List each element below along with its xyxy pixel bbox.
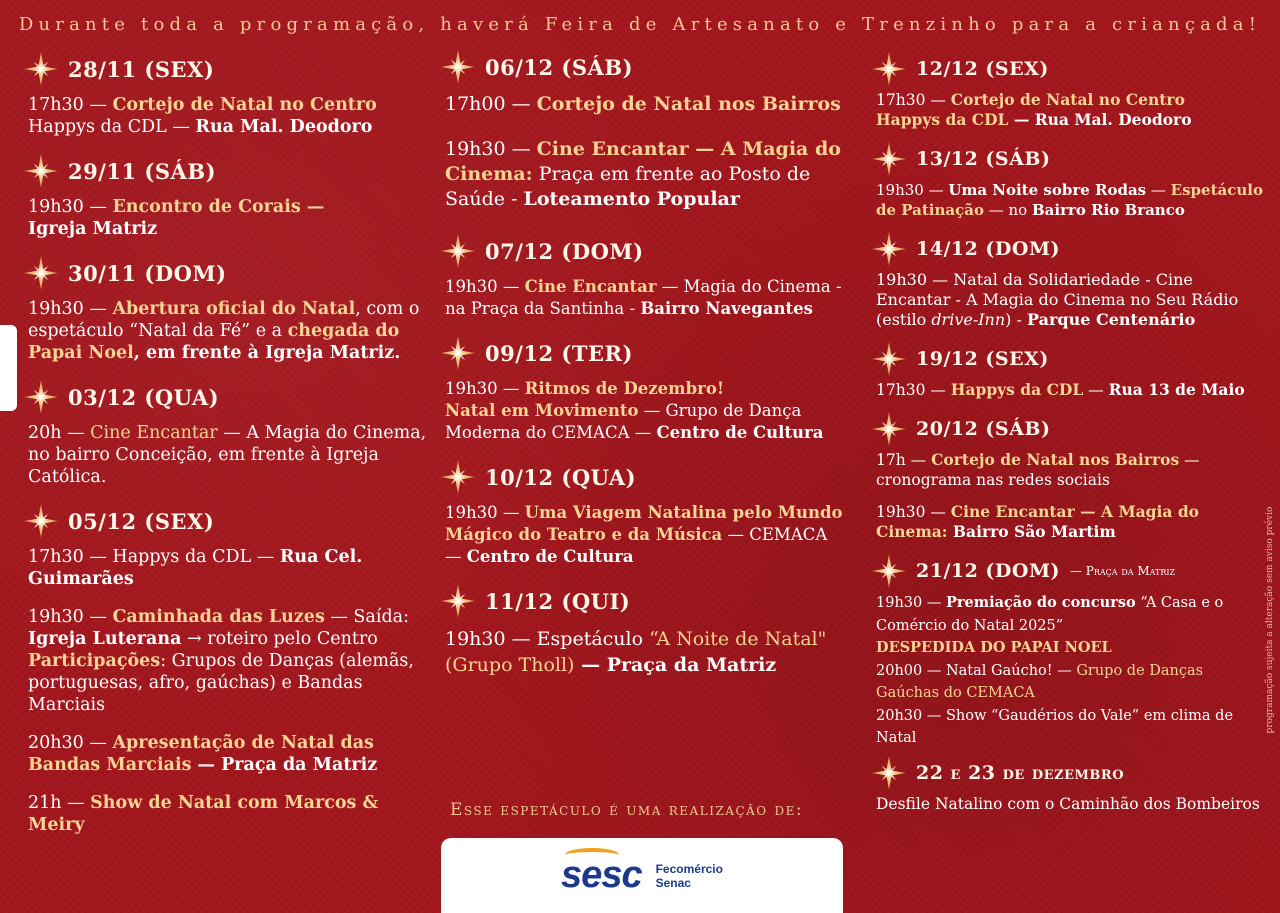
star-icon — [24, 256, 58, 290]
event-time: 17h — — [876, 451, 932, 469]
sesc-logo: sesc — [561, 854, 642, 896]
date-label: 06/12 (SÁB) — [485, 54, 634, 80]
event-text — [876, 450, 1267, 490]
star-icon — [441, 50, 475, 84]
event-time: 19h30 — — [28, 607, 113, 627]
event-text — [445, 626, 843, 678]
event-highlight: Grupo de Danças Gaúchas do CEMACA — [876, 662, 1204, 701]
event-title: Caminhada das Luzes — [112, 607, 325, 627]
event-text — [28, 732, 429, 776]
event-text — [28, 196, 429, 240]
date-label: 11/12 (QUI) — [485, 588, 631, 614]
event-location: Centro de Cultura — [466, 547, 634, 566]
event-title: Cine Encantar — A Magia do Cinema: — [876, 502, 1200, 541]
star-icon — [24, 380, 58, 414]
side-note-text: programação sujeita a alteração sem aviso prévio — [1265, 506, 1275, 734]
event-text — [28, 546, 429, 590]
event-location: Bairro Rio Branco — [1031, 201, 1185, 219]
event-time: 19h30 — — [876, 595, 946, 611]
event-text — [876, 180, 1267, 220]
event-title: Cine Encantar — [524, 277, 657, 296]
date-label: 05/12 (SEX) — [68, 508, 215, 534]
event-detail: “A Casa e o Comércio do Natal 2025” — [876, 595, 1224, 634]
date-label: 21/12 (DOM) — [916, 560, 1060, 582]
realization-label: Esse espetáculo é uma realização de: — [450, 800, 804, 820]
side-tab — [0, 325, 17, 411]
date-label: 10/12 (QUA) — [485, 464, 637, 490]
event-highlight: Participações — [28, 651, 161, 671]
star-icon — [441, 584, 475, 618]
event-location: Loteamento Popular — [523, 188, 740, 210]
event-text — [445, 378, 843, 444]
day-header — [24, 504, 429, 538]
day-header — [872, 52, 1267, 86]
event-detail: — Grupo de Dança Moderna do CEMACA — — [445, 401, 802, 442]
event-time: 19h30 — — [445, 503, 525, 522]
event-time: 17h30 — — [28, 95, 113, 115]
star-icon — [872, 756, 906, 790]
event-time: 17h30 — — [876, 381, 951, 399]
date-label: 29/11 (SÁB) — [68, 158, 217, 184]
event-location: Bairro Navegantes — [640, 299, 813, 318]
event-location: , em frente à Igreja Matriz. — [133, 343, 401, 363]
event-title: Abertura oficial do Natal — [112, 299, 356, 319]
event-text — [445, 502, 843, 568]
event-text — [28, 298, 429, 364]
event-detail: Desfile Natalino com o Caminhão dos Bombeiros — [876, 794, 1260, 813]
star-icon — [872, 412, 906, 446]
banner-text: Durante toda a programação, haverá Feira de Artesanato e Trenzinho para a criançada! — [18, 14, 1262, 35]
event-title: Cortejo de Natal no Centro — [950, 90, 1185, 109]
day-header — [872, 756, 1267, 790]
date-label: 30/11 (DOM) — [68, 260, 227, 286]
event-detail: — cronograma nas redes sociais — [876, 451, 1200, 489]
column-2 — [441, 50, 843, 694]
event-text — [28, 94, 429, 138]
star-icon — [441, 234, 475, 268]
date-label: 07/12 (DOM) — [485, 238, 644, 264]
event-title: Encontro de Corais — — [112, 197, 325, 217]
event-location: Rua Mal. Deodoro — [195, 117, 373, 137]
event-highlight: chegada do Papai Noel — [28, 321, 400, 363]
event-title: Cortejo de Natal nos Bairros — [931, 450, 1180, 469]
event-location: — Praça da Matriz — [191, 755, 378, 775]
date-label: 03/12 (QUA) — [68, 384, 220, 410]
date-label: 20/12 (SÁB) — [916, 418, 1051, 440]
event-title: Cortejo de Natal no Centro — [112, 95, 377, 115]
event-detail: Praça em frente ao Posto de Saúde - — [445, 163, 811, 210]
date-label: 12/12 (SEX) — [916, 58, 1049, 80]
event-title: Cine Encantar — A Magia do Cinema: — [445, 138, 841, 185]
event-location: Parque Centenário — [1027, 310, 1196, 329]
day-header — [24, 256, 429, 290]
event-detail: - Cine Encantar - A Magia do Cinema no Seu Rádio (estilo — [876, 270, 1239, 329]
column-3 — [872, 52, 1267, 826]
date-label: 28/11 (SEX) — [68, 56, 215, 82]
day-header — [441, 584, 843, 618]
event-text — [876, 794, 1267, 814]
star-icon — [872, 142, 906, 176]
event-location: Bairro São Martim — [947, 522, 1116, 541]
day-header — [872, 412, 1267, 446]
day-header — [872, 142, 1267, 176]
event-text — [28, 422, 429, 488]
event-title: Show de Natal com Marcos & Meiry — [28, 793, 379, 835]
date-sublabel: — Praça da Matriz — [1069, 564, 1176, 578]
event-time: 17h30 — — [876, 91, 951, 109]
star-icon — [441, 336, 475, 370]
day-header — [872, 342, 1267, 376]
event-location: Igreja Matriz — [28, 219, 158, 239]
date-label: 14/12 (DOM) — [916, 238, 1060, 260]
day-header — [872, 554, 1267, 588]
partner-line-2: Senac — [655, 875, 691, 890]
event-time: 19h30 — — [876, 270, 954, 289]
date-label: 09/12 (TER) — [485, 340, 633, 366]
event-time: 19h30 — — [445, 138, 537, 160]
event-text — [445, 276, 843, 320]
event-highlight: Happys da CDL — [876, 110, 1009, 129]
event-detail: , com o espetáculo “Natal da Fé” e a — [28, 299, 420, 341]
event-title: Natal da Solidariedade — [953, 270, 1141, 289]
event-detail: — CEMACA — — [445, 525, 828, 566]
star-icon — [24, 504, 58, 538]
event-location: Rua Cel. Guimarães — [28, 547, 363, 589]
event-text — [445, 92, 843, 117]
star-icon — [872, 52, 906, 86]
event-detail: — Magia do Cinema - na Praça da Santinha - — [445, 277, 842, 318]
event-detail: Happys da CDL — — [28, 117, 196, 137]
event-title: Happys da CDL — [950, 380, 1084, 399]
event-detail-italic: drive-Inn — [931, 310, 1006, 329]
event-location: Igreja Luterana — [28, 629, 182, 649]
event-highlight: DESPEDIDA DO PAPAI NOEL — [876, 639, 1112, 656]
event-detail: — Saída: — [324, 607, 409, 627]
day-header — [441, 50, 843, 84]
date-label: 22 e 23 de dezembro — [916, 761, 1125, 784]
event-text — [876, 90, 1267, 130]
day-header — [24, 154, 429, 188]
event-detail: — A Magia do Cinema, no bairro Conceição, em frente à Igreja Católica. — [28, 423, 427, 487]
date-label: 13/12 (SÁB) — [916, 148, 1051, 170]
event-time: 19h30 — — [28, 197, 113, 217]
event-time: 20h30 — — [28, 733, 113, 753]
event-time: 19h30 — — [28, 299, 113, 319]
event-detail: ) - — [1005, 310, 1027, 329]
star-icon — [441, 460, 475, 494]
star-icon — [872, 342, 906, 376]
event-detail: — — [1083, 381, 1109, 399]
event-highlight: Espetáculo de Patinação — [876, 181, 1263, 219]
event-text — [28, 606, 429, 716]
event-time: 19h30 — — [876, 181, 949, 199]
star-icon — [24, 52, 58, 86]
event-time: 17h30 — Happys da CDL — — [28, 547, 280, 567]
event-time: 19h30 — — [876, 503, 951, 521]
event-detail: 20h30 — Show “Gaudérios do Vale” em clima de Natal — [876, 707, 1234, 746]
event-highlight: Natal em Movimento — [445, 401, 639, 420]
day-header — [441, 234, 843, 268]
event-text — [876, 270, 1267, 330]
event-detail: 20h00 — Natal Gaúcho! — — [876, 662, 1077, 679]
event-title: Uma Noite sobre Rodas — [948, 181, 1147, 199]
event-title: Cine Encantar — [90, 423, 218, 443]
event-text — [28, 792, 429, 836]
event-title: “A Noite de Natal" (Grupo Tholl) — [445, 628, 827, 676]
day-header — [24, 52, 429, 86]
event-text — [876, 380, 1267, 400]
event-title: Apresentação de Natal das Bandas Marciais — [28, 733, 374, 775]
event-time: 21h — — [28, 793, 91, 813]
event-text — [876, 592, 1267, 750]
event-detail: — no — [983, 201, 1032, 219]
event-location: — Rua Mal. Deodoro — [1008, 110, 1192, 129]
star-icon — [872, 554, 906, 588]
day-header — [441, 336, 843, 370]
event-time: 20h — — [28, 423, 91, 443]
date-label: 19/12 (SEX) — [916, 348, 1049, 370]
column-1 — [24, 52, 429, 852]
event-location: Centro de Cultura — [656, 423, 824, 442]
day-header — [24, 380, 429, 414]
partner-line-1: Fecomércio — [655, 861, 723, 876]
day-header — [872, 232, 1267, 266]
event-time: 19h30 — — [445, 277, 525, 296]
event-time: 19h30 — — [445, 379, 525, 398]
event-time: 19h30 — Espetáculo — [445, 628, 650, 650]
sponsor-logo — [441, 838, 843, 913]
event-detail: : Grupos de Danças (alemãs, portuguesas, afro, gaúchas) e Bandas Marciais — [28, 651, 414, 715]
event-detail: — — [1146, 181, 1171, 199]
event-text — [445, 137, 843, 212]
event-time: 17h00 — — [445, 93, 537, 115]
partner-logo-text — [656, 862, 723, 890]
star-icon — [872, 232, 906, 266]
event-detail: → roteiro pelo Centro — [181, 629, 378, 649]
event-title: Premiação do concurso — [945, 594, 1136, 611]
event-title: Ritmos de Dezembro! — [524, 379, 725, 398]
event-location: Rua 13 de Maio — [1108, 380, 1245, 399]
event-location: — Praça da Matriz — [574, 654, 777, 676]
star-icon — [24, 154, 58, 188]
event-text — [876, 502, 1267, 542]
event-title: Cortejo de Natal nos Bairros — [536, 93, 841, 115]
day-header — [441, 460, 843, 494]
event-title: Uma Viagem Natalina pelo Mundo Mágico do Teatro e da Música — [445, 503, 843, 544]
